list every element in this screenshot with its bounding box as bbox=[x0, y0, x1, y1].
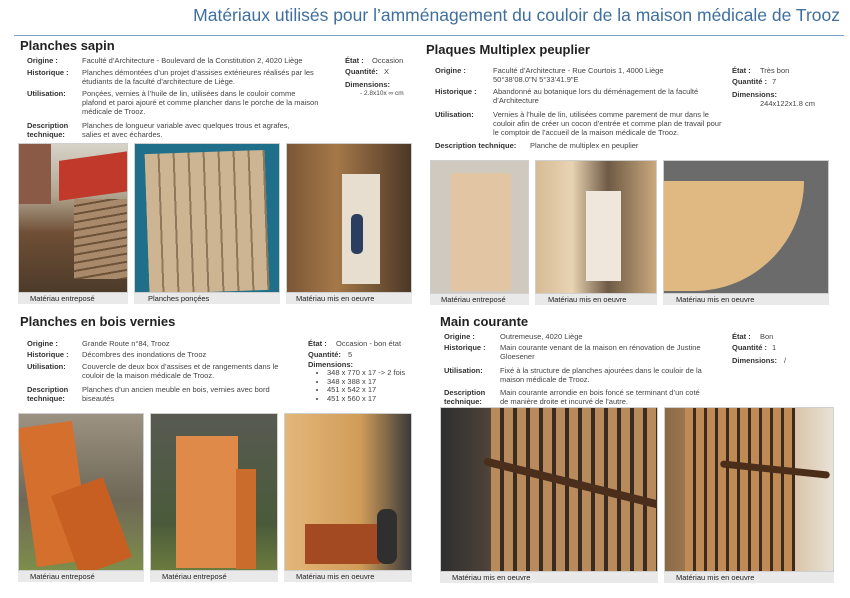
photo-varnished-panels-stacked bbox=[18, 413, 144, 571]
etat-value: Occasion bbox=[372, 56, 404, 65]
etat-value: Bon bbox=[760, 332, 774, 341]
origine-label: Origine : bbox=[444, 332, 475, 341]
section-main-courante bbox=[440, 314, 528, 329]
utilisation-label: Utilisation: bbox=[27, 89, 66, 98]
historique-value: Main courante venant de la maison en rénovation de Justine Gloesener bbox=[500, 343, 701, 361]
photo-plywood-sheet bbox=[430, 160, 529, 294]
section-title: Planches en bois vernies bbox=[20, 314, 176, 329]
etat-label: État : bbox=[732, 332, 751, 341]
origine-value: Grande Route n°84, Trooz bbox=[82, 339, 170, 348]
section-title: Main courante bbox=[440, 314, 529, 329]
description-label: Description technique: bbox=[27, 385, 69, 403]
photo-caption: Matériau entreposé bbox=[441, 295, 506, 304]
utilisation-value: Fixé à la structure de planches ajourées dans le couloir de la maison médicale de Trooz. bbox=[500, 366, 702, 384]
historique-value: Abandonné au botanique lors du déménagement de la faculté d’Architecture bbox=[493, 87, 699, 105]
quantite-label: Quantité : bbox=[732, 77, 767, 86]
dimensions-value: / bbox=[784, 356, 787, 365]
etat-value: Occasion - bon état bbox=[336, 339, 402, 348]
historique-label: Historique : bbox=[27, 68, 69, 77]
description-value: Planches d’un ancien meuble en bois, vernies avec bord biseautés bbox=[82, 385, 270, 403]
historique-label: Historique : bbox=[435, 87, 477, 96]
dimensions-item: • 348 x 388 x 17 bbox=[327, 378, 428, 387]
origine-value: Faculté d’Architecture - Boulevard de la Constitution 2, 4020 Liège bbox=[82, 56, 303, 65]
photo-handrail-wide bbox=[440, 407, 658, 572]
historique-label: Historique : bbox=[444, 343, 486, 352]
photo-varnished-panels-standing bbox=[150, 413, 278, 571]
section-plaques-multiplex bbox=[426, 42, 590, 57]
utilisation-label: Utilisation: bbox=[444, 366, 483, 375]
description-label: Description technique: bbox=[444, 388, 486, 406]
description-value: Planches de longueur variable avec quelques trous et agrafes, salies et avec échardes. bbox=[82, 121, 290, 139]
description-label: Description technique: bbox=[435, 141, 517, 150]
utilisation-label: Utilisation: bbox=[27, 362, 66, 371]
photo-caption: Matériau mis en oeuvre bbox=[676, 295, 755, 304]
quantite-label: Quantité : bbox=[732, 343, 767, 352]
description-value: Planche de multiplex en peuplier bbox=[530, 141, 639, 150]
photo-plywood-corridor bbox=[535, 160, 657, 294]
photo-caption: Matériau mis en oeuvre bbox=[452, 573, 531, 582]
etat-label: État : bbox=[345, 56, 364, 65]
photo-caption: Matériau entreposé bbox=[162, 572, 227, 581]
photo-reception-counter bbox=[663, 160, 829, 294]
dimensions-label: Dimensions: bbox=[308, 360, 354, 369]
quantite-value: X bbox=[384, 67, 390, 76]
section-title: Plaques Multiplex peuplier bbox=[426, 42, 590, 57]
dimensions-label: Dimensions: bbox=[345, 80, 391, 89]
origine-label: Origine : bbox=[27, 56, 58, 65]
etat-value: Très bon bbox=[760, 66, 790, 75]
historique-value: Décombres des inondations de Trooz bbox=[82, 350, 207, 359]
historique-label: Historique : bbox=[27, 350, 69, 359]
utilisation-value: Vernies à l’huile de lin, utilisées comme parement de mur dans le couloir afin de créer un cocon d’entrée et comme plan de travail pour le comptoir de l’accueil de la maison médicale de Trooz. bbox=[493, 110, 722, 137]
etat-label: État : bbox=[732, 66, 751, 75]
dimensions-item: • 348 x 770 x 17 -> 2 fois bbox=[327, 369, 428, 378]
photo-caption: Matériau entreposé bbox=[30, 572, 95, 581]
origine-value: Faculté d’Architecture - Rue Courtois 1, 4000 Liège 50°38’08.0"N 5°33’41.9"E bbox=[493, 66, 664, 84]
etat-label: État : bbox=[308, 339, 327, 348]
utilisation-label: Utilisation: bbox=[435, 110, 474, 119]
photo-caption: Matériau mis en oeuvre bbox=[548, 295, 627, 304]
page-title: Matériaux utilisés pour l’amménagement du couloir de la maison médicale de Trooz bbox=[193, 5, 840, 25]
dimensions-item: • 451 x 560 x 17 bbox=[327, 395, 428, 404]
dimensions-label: Dimensions: bbox=[732, 356, 778, 365]
photo-handrail-detail bbox=[664, 407, 834, 572]
origine-label: Origine : bbox=[27, 339, 58, 348]
title-divider bbox=[14, 35, 844, 36]
description-value: Main courante arrondie en bois foncé se terminant d’un coté de manière droite et incurvé de l’autre. bbox=[500, 388, 700, 406]
photo-bench-installed bbox=[284, 413, 412, 571]
origine-label: Origine : bbox=[435, 66, 466, 75]
dimensions-list bbox=[318, 369, 428, 403]
section-title: Planches sapin bbox=[20, 38, 115, 53]
photo-caption: Matériau mis en oeuvre bbox=[296, 572, 375, 581]
dimensions-item: • 451 x 542 x 17 bbox=[327, 386, 428, 395]
dimensions-value: 244x122x1.8 cm bbox=[760, 99, 816, 108]
dimensions-label: Dimensions: bbox=[732, 90, 778, 99]
photo-caption: Planches ponçées bbox=[148, 294, 210, 303]
photo-stacked-planks bbox=[18, 143, 128, 293]
utilisation-value: Couvercle de deux box d’assises et de rangements dans le couloir de la maison médicale de Trooz. bbox=[82, 362, 279, 380]
photo-caption: Matériau mis en oeuvre bbox=[296, 294, 375, 303]
historique-value: Planches démontées d’un projet d’assises extérieures réalisés par les étudiants de la faculté d’architecture de Liège. bbox=[82, 68, 314, 86]
section-planches-vernies bbox=[20, 314, 175, 329]
dimensions-value: - 2.8x10x ∞ cm bbox=[360, 90, 404, 97]
photo-sanded-planks bbox=[134, 143, 280, 293]
quantite-value: 1 bbox=[772, 343, 777, 352]
photo-caption: Matériau mis en oeuvre bbox=[676, 573, 755, 582]
photo-corridor-installed bbox=[286, 143, 412, 293]
description-label: Description technique: bbox=[27, 121, 69, 139]
utilisation-value: Ponçées, vernies à l’huile de lin, utilisées dans le couloir comme plafond et paroi ajouré et comme plancher dans le porche de la maison médicale de Trooz. bbox=[82, 89, 319, 116]
quantite-label: Quantité: bbox=[345, 67, 378, 76]
quantite-label: Quantité: bbox=[308, 350, 341, 359]
photo-caption: Matériau entreposé bbox=[30, 294, 95, 303]
quantite-value: 5 bbox=[348, 350, 353, 359]
quantite-value: 7 bbox=[772, 77, 777, 86]
section-planches-sapin bbox=[20, 38, 115, 53]
origine-value: Outremeuse, 4020 Liège bbox=[500, 332, 583, 341]
